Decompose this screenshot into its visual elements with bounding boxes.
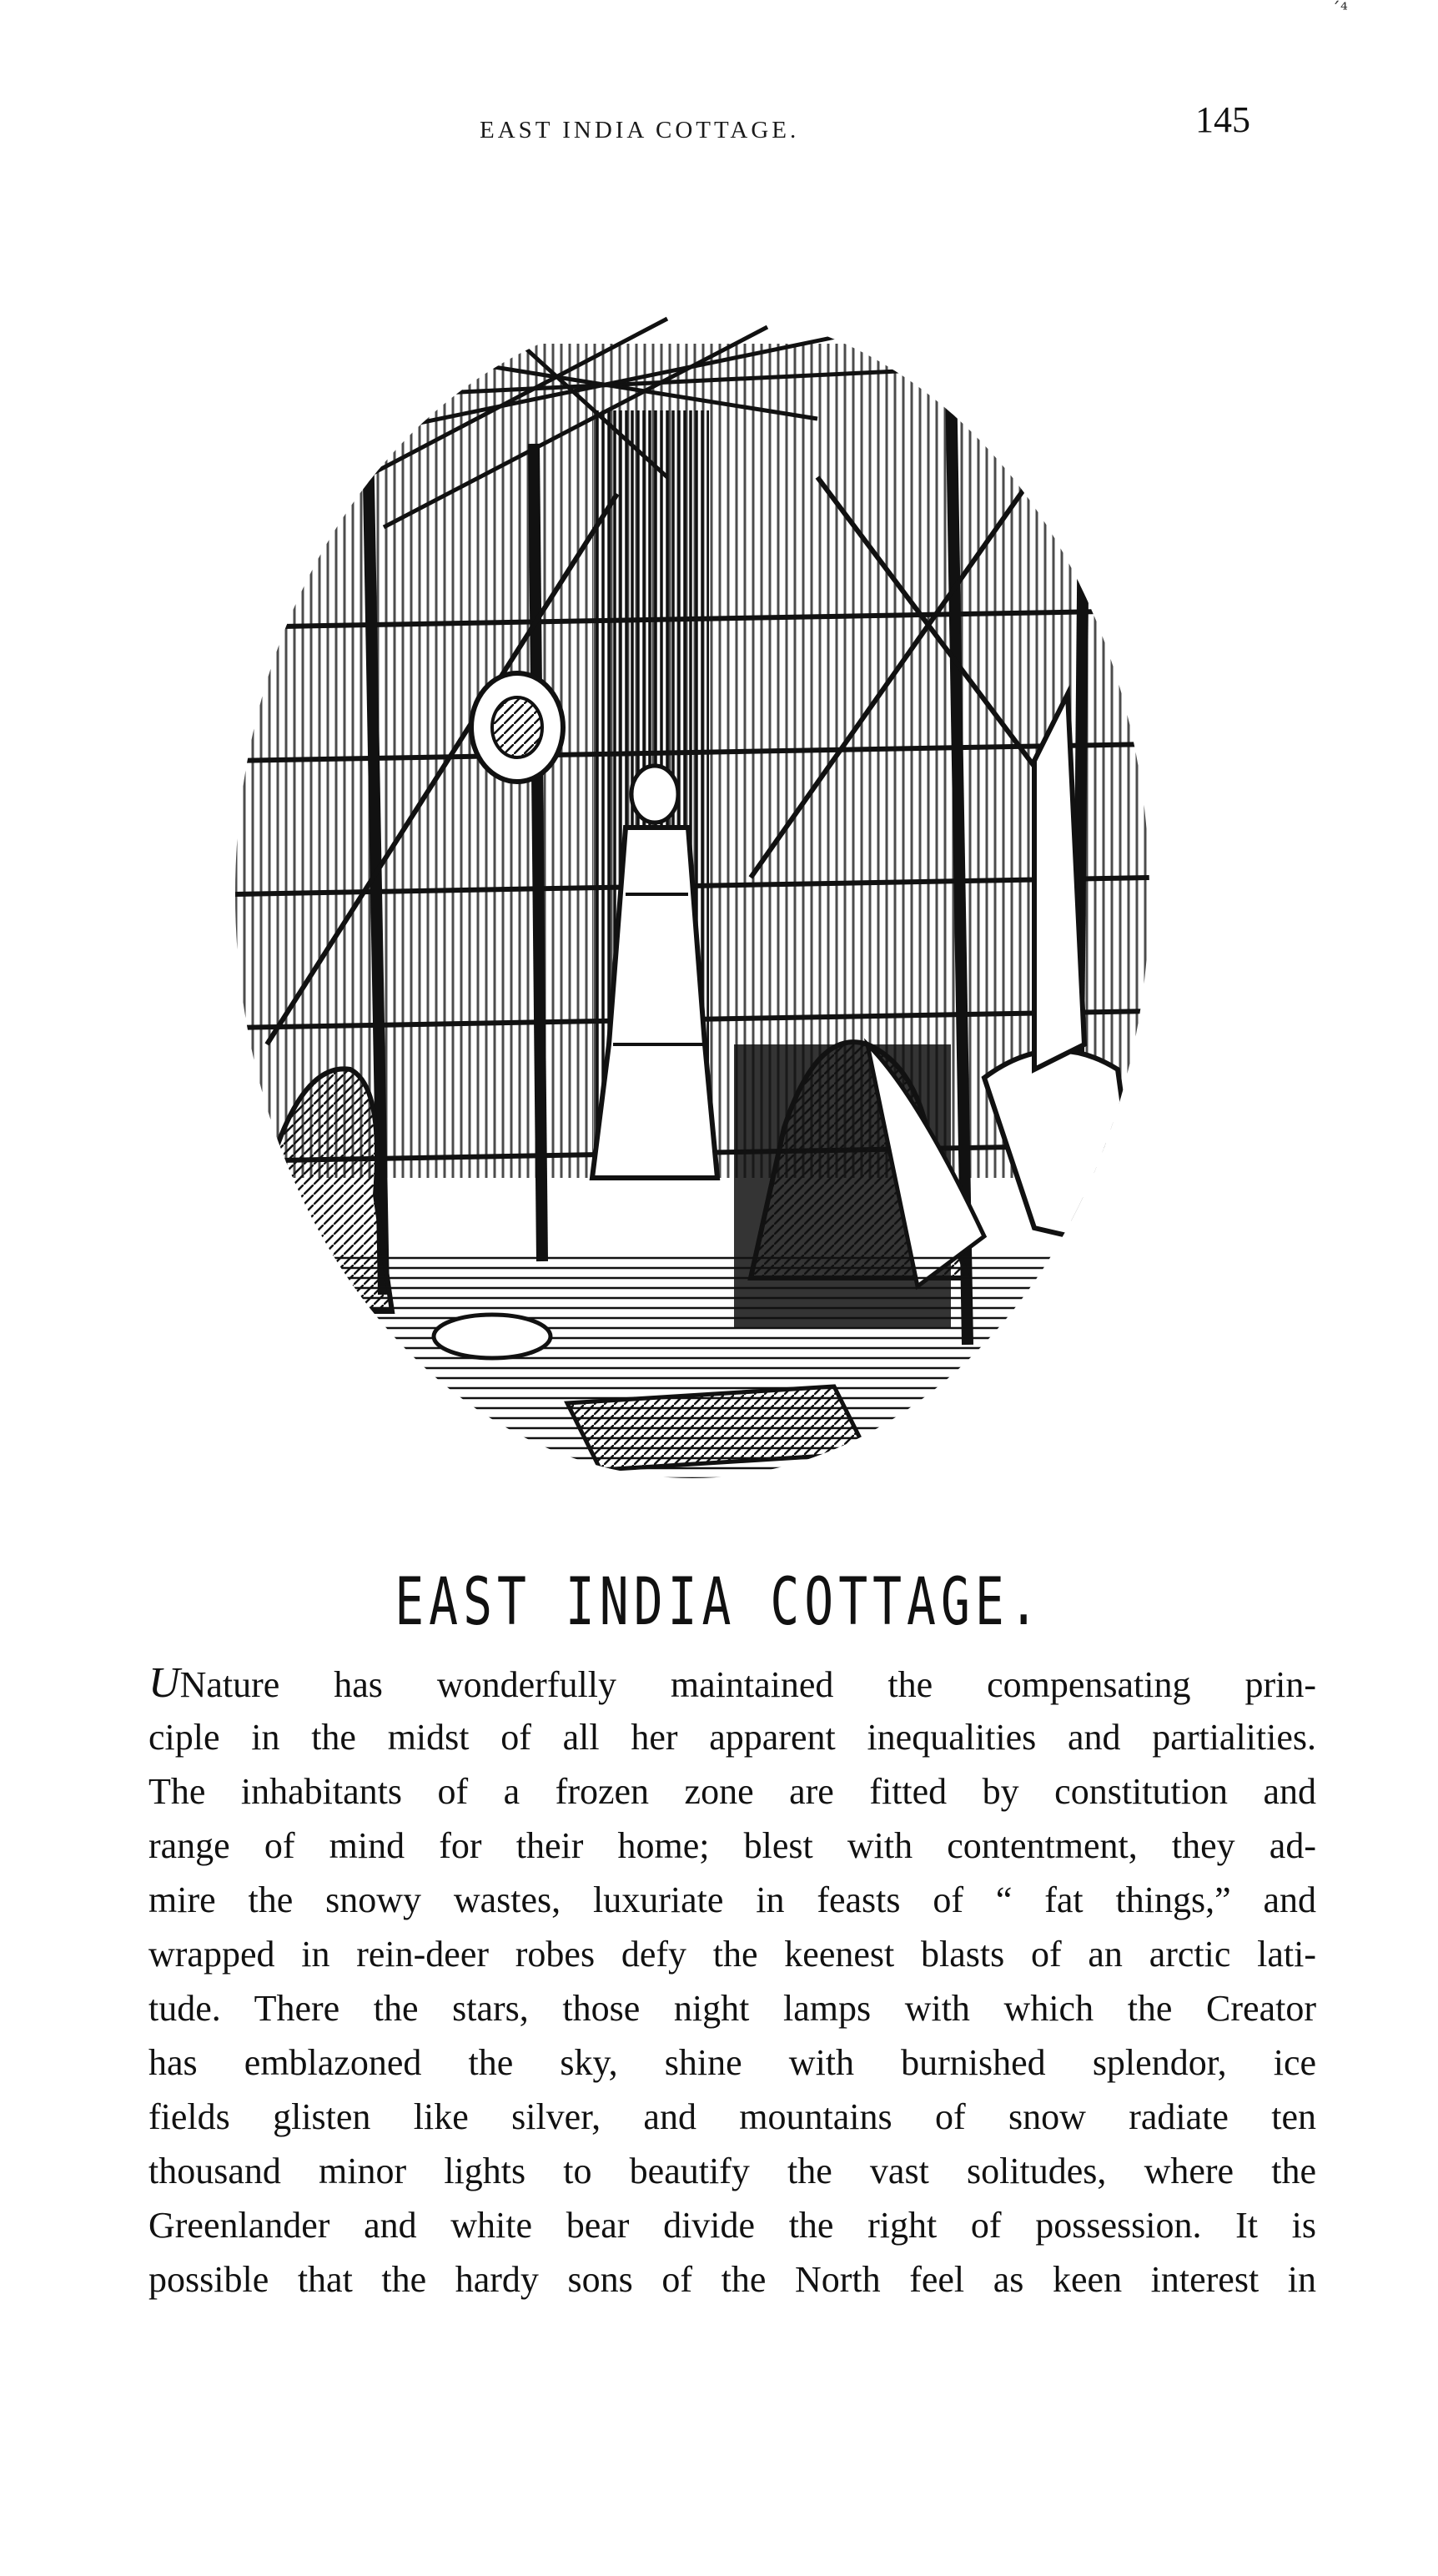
page-number: 145 — [1195, 99, 1250, 140]
text-line: range of mind for their home; blest with contentment, they ad- — [148, 1825, 1316, 1866]
text-line: tude. There the stars, those night lamps with which the Creator — [148, 1988, 1316, 2029]
text-line: mire the snowy wastes, luxuriate in feasts of “ fat things,” and — [148, 1879, 1316, 1920]
text-line: The inhabitants of a frozen zone are fitted by constitution and — [148, 1771, 1316, 1812]
corner-mark: ´⁴ — [1331, 0, 1348, 21]
text-line: wrapped in rein-deer robes defy the keenest blasts of an arctic lati- — [148, 1934, 1316, 1975]
text-line: ciple in the midst of all her apparent inequalities and partialities. — [148, 1717, 1316, 1758]
drop-initial: U — [148, 1659, 180, 1707]
article-body — [148, 1656, 1316, 2307]
text-line: possible that the hardy sons of the North feel as keen interest in — [148, 2259, 1316, 2300]
cottage-engraving — [234, 294, 1151, 1478]
text-line: thousand minor lights to beautify the vast solitudes, where the — [148, 2151, 1316, 2191]
running-head: EAST INDIA COTTAGE. — [480, 117, 800, 143]
engraving-scene — [234, 294, 1151, 1478]
text-line: Greenlander and white bear divide the right of possession. It is — [148, 2205, 1316, 2246]
text-line: fields glisten like silver, and mountains of snow radiate ten — [148, 2096, 1316, 2137]
article-title: EAST INDIA COTTAGE. — [395, 1563, 1043, 1640]
first-line-text: Nature has wonderfully maintained the compensating prin- — [179, 1664, 1316, 1705]
text-line: has emblazoned the sky, shine with burnished splendor, ice — [148, 2042, 1316, 2083]
text-line-1 — [148, 1656, 1316, 1710]
